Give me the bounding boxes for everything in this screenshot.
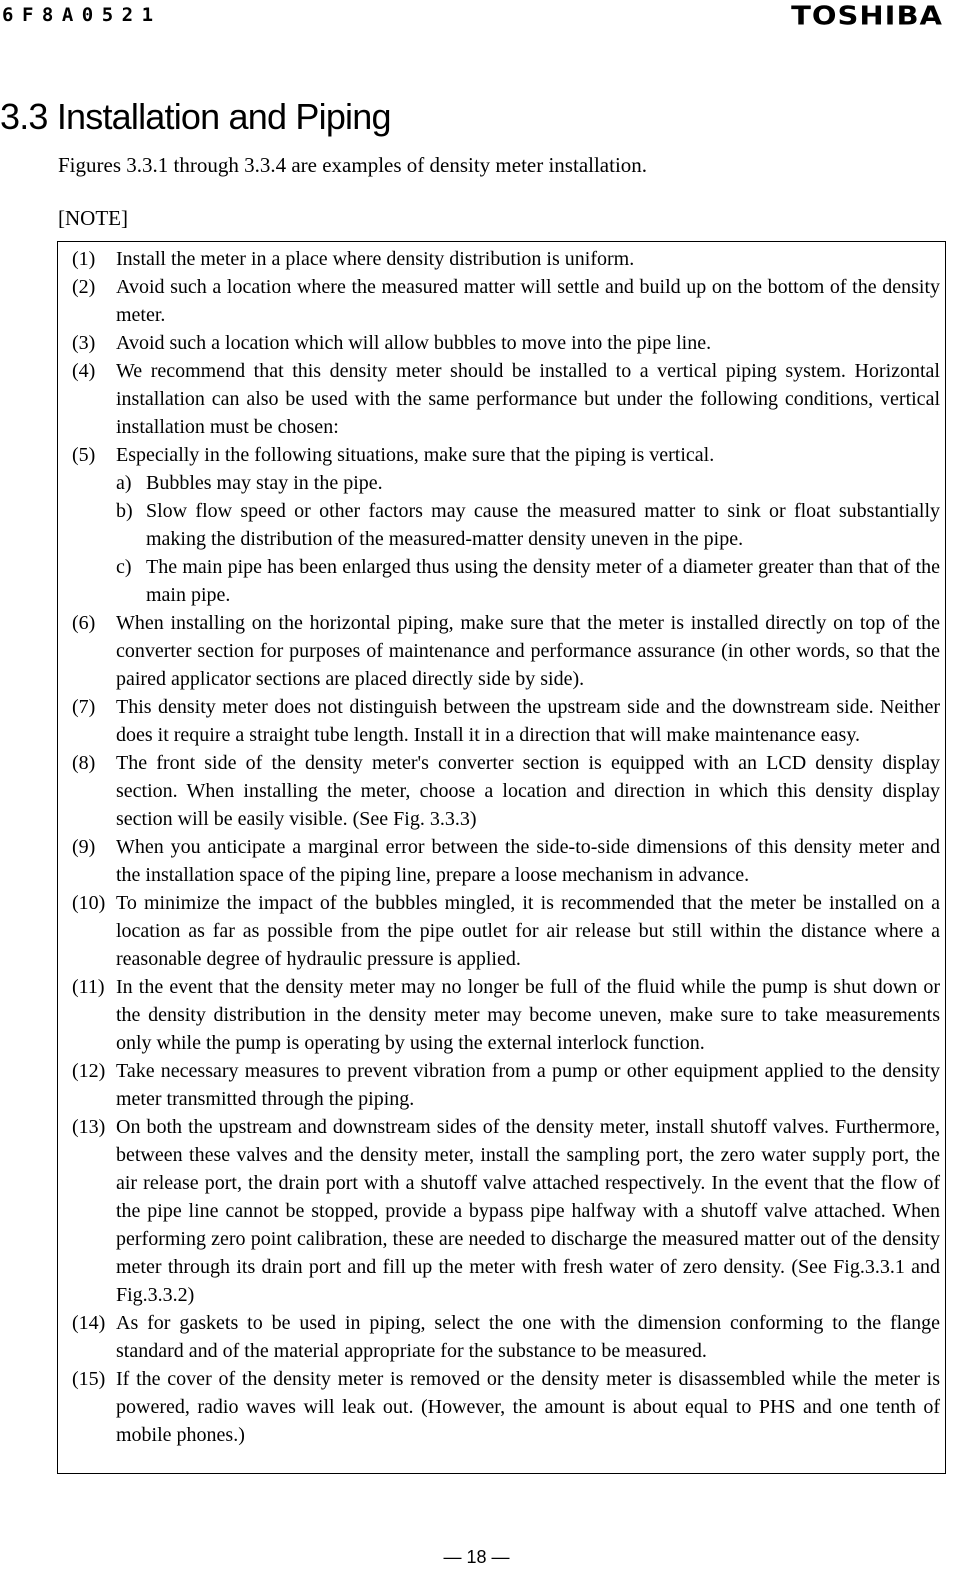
note-item-5 <box>72 441 940 469</box>
note-text: When you anticipate a marginal error between the side-to-side dimensions of this density meter and the installation space of the piping line, prepare a loose mechanism in advance. <box>116 836 940 886</box>
subnote-item-a <box>116 469 940 497</box>
note-item-4 <box>72 357 940 441</box>
note-number: (2) <box>72 276 96 298</box>
note-text: Install the meter in a place where density distribution is uniform. <box>116 248 635 270</box>
note-item-15 <box>72 1365 940 1449</box>
note-text: Avoid such a location where the measured matter will settle and build up on the bottom of the density meter. <box>116 276 940 326</box>
note-item-7 <box>72 693 940 749</box>
section-title: 3.3 Installation and Piping <box>0 96 391 137</box>
note-number: (9) <box>72 836 96 858</box>
note-text: When installing on the horizontal piping, make sure that the meter is installed directly on top of the converter section for purposes of maintenance and performance assurance (in other words, so that the paired applicator sections are placed directly side by side). <box>116 612 940 690</box>
note-text: In the event that the density meter may no longer be full of the fluid while the pump is shut down or the density distribution in the density meter may become uneven, make sure to take measurements only while the pump is operating by using the external interlock function. <box>116 976 940 1054</box>
note-item-12 <box>72 1057 940 1113</box>
note-item-8 <box>72 749 940 833</box>
subnote-letter: c) <box>116 556 132 578</box>
note-text: As for gaskets to be used in piping, select the one with the dimension conforming to the flange standard and of the material appropriate for the substance to be measured. <box>116 1312 940 1362</box>
note-item-9 <box>72 833 940 889</box>
note-number: (1) <box>72 248 96 270</box>
note-text: We recommend that this density meter should be installed to a vertical piping system. Horizontal installation can also be used with the same performance but under the following conditions, vertical installation must be chosen: <box>116 360 940 438</box>
subnote-text: Bubbles may stay in the pipe. <box>146 472 383 494</box>
note-text: Especially in the following situations, make sure that the piping is vertical. <box>116 444 715 466</box>
document-code: 6F8A0521 <box>2 4 162 26</box>
note-item-1 <box>72 245 940 273</box>
subnote-item-b <box>116 497 940 553</box>
note-text: Avoid such a location which will allow bubbles to move into the pipe line. <box>116 332 712 354</box>
note-item-2 <box>72 273 940 329</box>
note-number: (12) <box>72 1060 106 1082</box>
page-number: — 18 — <box>443 1547 510 1567</box>
intro-text: Figures 3.3.1 through 3.3.4 are examples of density meter installation. <box>58 153 648 177</box>
note-text: To minimize the impact of the bubbles mingled, it is recommended that the meter be installed on a location as far as possible from the pipe outlet for air release but still within the distance where a reasonable degree of hydraulic pressure is applied. <box>116 892 940 970</box>
note-number: (13) <box>72 1116 106 1138</box>
subnote-text: Slow flow speed or other factors may cause the measured matter to sink or float substantially making the distribution of the measured-matter density uneven in the pipe. <box>146 500 940 550</box>
note-item-11 <box>72 973 940 1057</box>
note-number: (3) <box>72 332 96 354</box>
note-number: (7) <box>72 696 96 718</box>
note-number: (4) <box>72 360 96 382</box>
subnote-letter: a) <box>116 472 132 494</box>
note-item-13 <box>72 1113 940 1309</box>
note-text: If the cover of the density meter is removed or the density meter is disassembled while the meter is powered, radio waves will leak out. (However, the amount is about equal to PHS and one tenth of mobile phones.) <box>116 1368 940 1446</box>
subnote-text: The main pipe has been enlarged thus using the density meter of a diameter greater than that of the main pipe. <box>146 556 940 606</box>
subnote-item-c <box>116 553 940 609</box>
notes-list <box>72 245 940 1449</box>
note-item-14 <box>72 1309 940 1365</box>
note-number: (8) <box>72 752 96 774</box>
note-text: On both the upstream and downstream sides of the density meter, install shutoff valves. Furthermore, between these valves and the density meter, install the sampling port, the zero water supply port, the air release port, the drain port with a shutoff valve attached respectively. In the event that the flow of the pipe line cannot be stopped, provide a bypass pipe halfway with a shutoff valve attached. When performing zero point calibration, these are needed to discharge the measured matter out of the density meter through its drain port and fill up the meter with fresh water of zero density. (See Fig.3.3.1 and Fig.3.3.2) <box>116 1116 940 1306</box>
note-number: (5) <box>72 444 96 466</box>
note-number: (14) <box>72 1312 106 1334</box>
note-item-10 <box>72 889 940 973</box>
note-item-3 <box>72 329 940 357</box>
note-number: (11) <box>72 976 105 998</box>
note-number: (6) <box>72 612 96 634</box>
note-number: (10) <box>72 892 106 914</box>
note-label: [NOTE] <box>58 206 128 230</box>
note-text: The front side of the density meter's converter section is equipped with an LCD density display section. When installing the meter, choose a location and direction in which this density display section will be easily visible. (See Fig. 3.3.3) <box>116 752 940 830</box>
note-item-6 <box>72 609 940 693</box>
toshiba-logo: TOSHIBA <box>791 0 943 31</box>
subnote-letter: b) <box>116 500 133 522</box>
note-text: Take necessary measures to prevent vibration from a pump or other equipment applied to the density meter transmitted through the piping. <box>116 1060 940 1110</box>
note-text: This density meter does not distinguish between the upstream side and the downstream side. Neither does it require a straight tube length. Install it in a direction that will make maintenance easy. <box>116 696 940 746</box>
note-number: (15) <box>72 1368 106 1390</box>
